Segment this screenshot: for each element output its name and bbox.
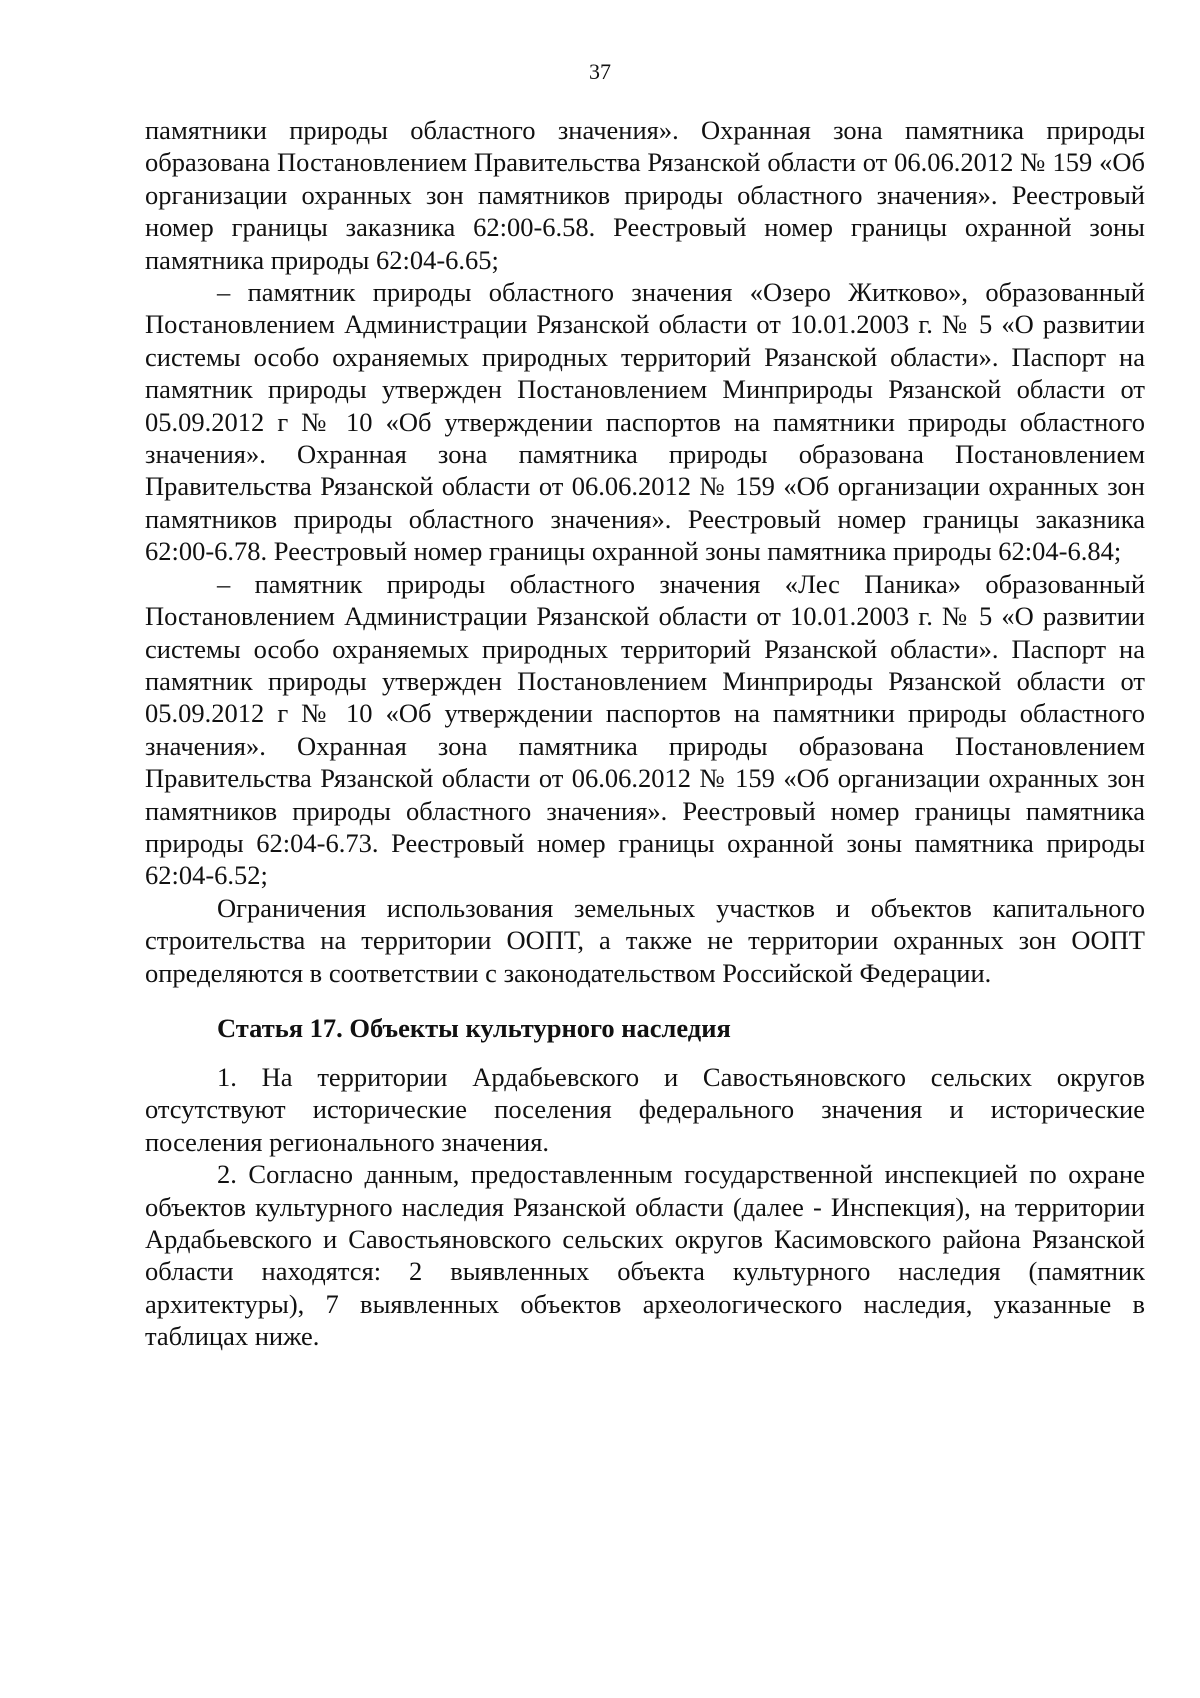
article-item-2: 2. Согласно данным, предоставленным государственной инспекцией по охране объектов культурного наследия Рязанской области (далее - Инспекция), на территории Ардабьевского и Савостьяновского сельских округов Касимовского района Рязанской области находятся: 2 выявленных объекта культурного наследия (памятник архитектуры), 7 выявленных объектов археологического наследия, указанные в таблицах ниже. <box>145 1159 1145 1352</box>
paragraph-restrictions: Ограничения использования земельных участков и объектов капитального строительства на территории ООПТ, а также не территории охранных зон ООПТ определяются в соответствии с законодательством Российской Федерации. <box>145 892 1145 988</box>
page-content <box>145 114 1145 1353</box>
paragraph-les-panika: – памятник природы областного значения «Лес Паника» образованный Постановлением Администрации Рязанской области от 10.01.2003 г. № 5 «О развитии системы особо охраняемых природных территорий Рязанской области». Паспорт на памятник природы утвержден Постановлением Минприроды Рязанской области от 05.09.2012 г № 10 «Об утверждении паспортов на памятники природы областного значения». Охранная зона памятника природы образована Постановлением Правительства Рязанской области от 06.06.2012 № 159 «Об организации охранных зон памятников природы областного значения». Реестровый номер границы памятника природы 62:04-6.73. Реестровый номер границы охранной зоны памятника природы 62:04-6.52; <box>145 568 1145 891</box>
paragraph-continuation: памятники природы областного значения». Охранная зона памятника природы образована Постановлением Правительства Рязанской области от 06.06.2012 № 159 «Об организации охранных зон памятников природы областного значения». Реестровый номер границы заказника 62:00-6.58. Реестровый номер границы охранной зоны памятника природы 62:04-6.65; <box>145 115 1145 275</box>
paragraph-ozero-zhitkovo: – памятник природы областного значения «Озеро Житково», образованный Постановлением Администрации Рязанской области от 10.01.2003 г. № 5 «О развитии системы особо охраняемых природных территорий Рязанской области». Паспорт на памятник природы утвержден Постановлением Минприроды Рязанской области от 05.09.2012 г № 10 «Об утверждении паспортов на памятники природы областного значения». Охранная зона памятника природы образована Постановлением Правительства Рязанской области от 06.06.2012 № 159 «Об организации охранных зон памятников природы областного значения». Реестровый номер границы заказника 62:00-6.78. Реестровый номер границы охранной зоны памятника природы 62:04-6.84; <box>145 277 1145 567</box>
article-item-1: 1. На территории Ардабьевского и Савостьяновского сельских округов отсутствуют исторические поселения федерального значения и исторические поселения регионального значения. <box>145 1061 1145 1157</box>
article-heading: Статья 17. Объекты культурного наследия <box>217 1012 731 1043</box>
page-number: 37 <box>589 59 611 84</box>
